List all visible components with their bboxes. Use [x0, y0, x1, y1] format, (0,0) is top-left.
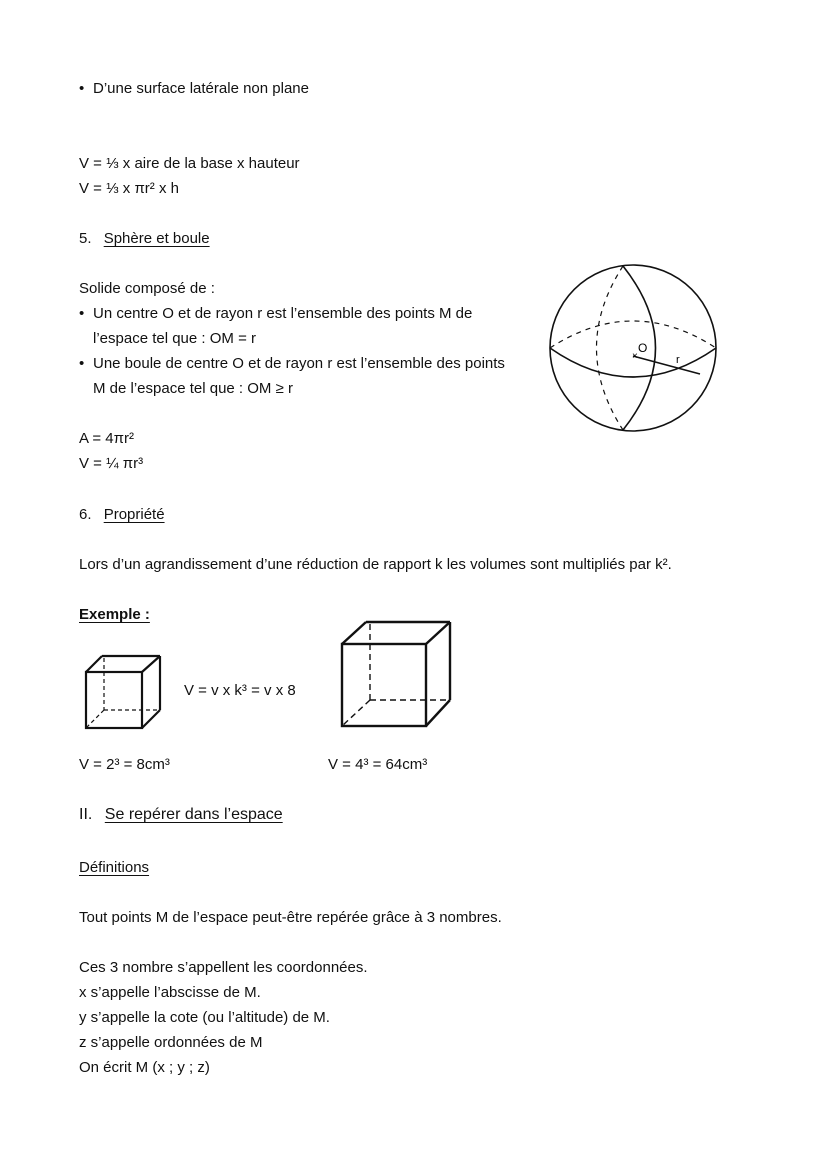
- example-volume-small: V = 2³ = 8cm³: [79, 756, 170, 773]
- large-cube-hidden-edge: [342, 700, 370, 726]
- section-5-title: Sphère et boule: [103, 230, 210, 247]
- bullet-symbol: •: [79, 80, 85, 97]
- bullet-lateral-text: D’une surface latérale non plane: [93, 80, 309, 97]
- example-volume-large: V = 4³ = 64cm³: [328, 756, 428, 773]
- small-cube-front-face: [86, 672, 142, 728]
- bullet-symbol: •: [79, 305, 85, 322]
- section-II-title: Se repérer dans l’espace: [104, 806, 283, 823]
- cone-volume-formula-2: V = ⅓ x πr² x h: [79, 180, 179, 197]
- radius-line: [633, 356, 700, 374]
- sphere-bullet-1-line-2: l’espace tel que : OM = r: [93, 330, 256, 347]
- example-formula-middle: V = v x k³ = v x 8: [184, 682, 296, 699]
- section-6-heading: [79, 506, 165, 524]
- section-6-number: 6.: [79, 506, 92, 523]
- coordinates-line-5: On écrit M (x ; y ; z): [79, 1059, 210, 1076]
- coordinates-line-3: y s’appelle la cote (ou l’altitude) de M.: [79, 1009, 330, 1026]
- sphere-bullet-2-line-2: M de l’espace tel que : OM ≥ r: [93, 380, 293, 397]
- definition-text-1: Tout points M de l’espace peut-être repérée grâce à 3 nombres.: [79, 909, 502, 926]
- sphere-area-formula: A = 4πr²: [79, 430, 134, 447]
- small-cube-hidden-edge: [86, 710, 104, 728]
- bullet-lateral-surface: [79, 80, 309, 98]
- definitions-title: Définitions: [79, 859, 150, 876]
- sphere-bullet-1: [79, 305, 472, 323]
- small-cube-edge: [86, 656, 102, 672]
- section-II-number: II.: [79, 806, 93, 823]
- sphere-diagram: [548, 264, 718, 434]
- property-text: Lors d’un agrandissement d’une réduction de rapport k les volumes sont multipliés par k².: [79, 556, 672, 573]
- coordinates-line-4: z s’appelle ordonnées de M: [79, 1034, 263, 1051]
- sphere-volume-formula: V = ¼ πr³: [79, 455, 144, 472]
- example-title: Exemple :: [79, 606, 150, 623]
- coordinates-line-1: Ces 3 nombre s’appellent les coordonnées.: [79, 959, 368, 976]
- small-cube-edge: [142, 710, 160, 728]
- meridian-back: [597, 266, 624, 430]
- large-cube-edge: [426, 700, 450, 726]
- section-6-title: Propriété: [103, 506, 165, 523]
- sphere-outline: [550, 265, 716, 431]
- center-label-o: O: [638, 341, 648, 355]
- sphere-bullet-2: [79, 355, 505, 373]
- coordinates-line-2: x s’appelle l’abscisse de M.: [79, 984, 261, 1001]
- small-cube-diagram: [84, 654, 164, 730]
- section-5-heading: [79, 230, 210, 248]
- large-cube-edge: [342, 622, 366, 644]
- small-cube-edge: [142, 656, 160, 672]
- section-5-number: 5.: [79, 230, 92, 247]
- center-mark: ×: [632, 351, 638, 362]
- cone-volume-formula-1: V = ⅓ x aire de la base x hauteur: [79, 155, 300, 172]
- large-cube-edge: [426, 622, 450, 644]
- sphere-intro: Solide composé de :: [79, 280, 215, 297]
- bullet-symbol: •: [79, 355, 85, 372]
- radius-label-r: r: [676, 354, 680, 366]
- large-cube-diagram: [340, 620, 454, 730]
- sphere-bullet-1-line-1: Un centre O et de rayon r est l’ensemble des points M de: [93, 305, 473, 322]
- section-II-heading: [79, 806, 283, 824]
- sphere-bullet-2-line-1: Une boule de centre O et de rayon r est l’ensemble des points: [93, 355, 505, 372]
- equator-back: [550, 321, 716, 348]
